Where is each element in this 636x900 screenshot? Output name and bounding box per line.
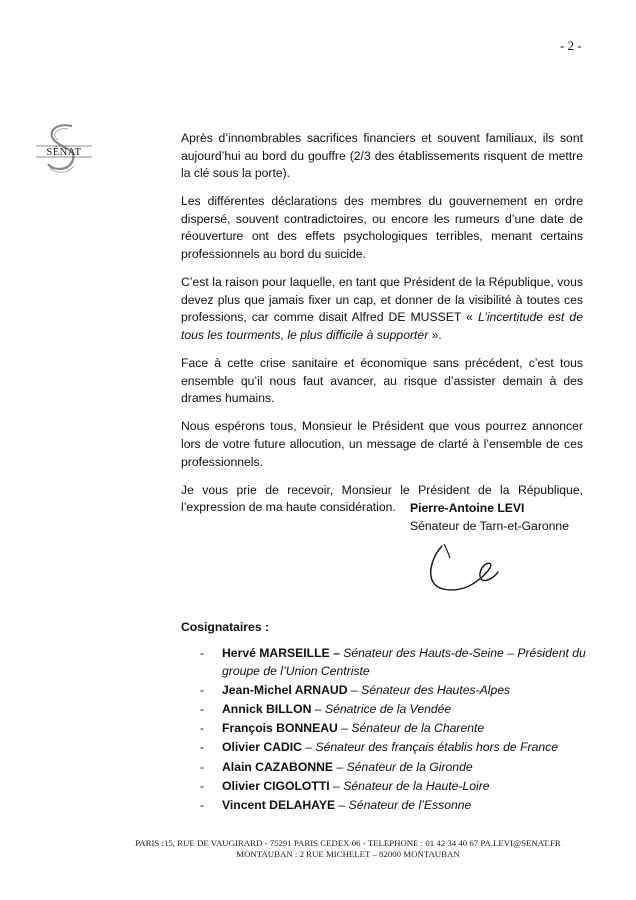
- list-item: - Olivier CIGOLOTTI – Sénateur de la Haute-Loire: [200, 778, 490, 793]
- paragraph: Je vous prie de recevoir, Monsieur le Président de la République, l’expression de ma haute considération.: [181, 482, 583, 515]
- paragraph: Nous espérons tous, Monsieur le Président que vous pourrez annoncer lors de votre future allocution, un message de clarté à l’ensemble de ces professionnels.: [181, 419, 583, 469]
- list-item: - Alain CAZABONNE – Sénateur de la Gironde: [200, 759, 473, 774]
- signer-name: Pierre-Antoine LEVI: [410, 501, 525, 515]
- list-item: - Jean-Michel ARNAUD – Sénateur des Hautes-Alpes: [200, 682, 511, 697]
- paragraph-with-quote: C’est la raison pour laquelle, en tant que Président de la République, vous devez plus que jamais fixer un cap, et donner de la visibilité à toutes ces professions, car comme disait Alfred DE MUSSET « L’incertitude est de tous les tourments, le plus difficile à supporter ».: [181, 275, 583, 342]
- senat-logo-icon: [34, 120, 94, 180]
- cosignataires-heading: Cosignataires :: [181, 620, 270, 634]
- paragraph: Les différentes déclarations des membres du gouvernement en ordre dispersé, souvent contradictoires, ou encore les rumeurs d’une date de réouverture ont des effets psychologiques terribles, menant certains professionnels au bord du suicide.: [181, 194, 583, 262]
- paragraph: Après d’innombrables sacrifices financiers et souvent familiaux, ils sont aujourd’hui au bord du gouffre (2/3 des établissements risquent de mettre la clé sous la porte).: [181, 131, 583, 181]
- list-item: - Olivier CADIC – Sénateur des français établis hors de France: [200, 740, 559, 755]
- letter-body: [181, 130, 583, 527]
- list-item: - Hervé MARSEILLE – Sénateur des Hauts-de-Seine – Président du groupe de l’Union Centriste: [200, 646, 586, 678]
- paragraph: Face à cette crise sanitaire et économique sans précédent, c’est tous ensemble qu’il nous faut avancer, au risque d’assister demain à des drames humains.: [181, 356, 583, 406]
- footer-address-paris: PARIS :15, RUE DE VAUGIRARD - 75291 PARIS CEDEX 06 - TELEPHONE : 01 42 34 40 67 PA.LEVI@SENAT.FR: [135, 838, 561, 848]
- letterhead-footer: [90, 838, 606, 860]
- cosignataires-list: [200, 645, 600, 816]
- signer-block: [410, 500, 620, 535]
- list-item: - François BONNEAU – Sénateur de la Charente: [200, 721, 485, 736]
- musset-quote: L’incertitude est de tous les tourments, le plus difficile à supporter: [181, 310, 583, 342]
- list-item: - Vincent DELAHAYE – Sénateur de l’Essonne: [200, 797, 472, 812]
- signer-title: Sénateur de Tarn-et-Garonne: [410, 518, 569, 533]
- list-item: - Annick BILLON – Sénatrice de la Vendée: [200, 701, 452, 716]
- page-number: - 2 -: [560, 38, 582, 53]
- svg-text:SÉNAT: SÉNAT: [46, 147, 82, 158]
- footer-address-montauban: MONTAUBAN : 2 RUE MICHELET – 82000 MONTAUBAN: [236, 849, 460, 859]
- handwritten-signature: [420, 540, 510, 600]
